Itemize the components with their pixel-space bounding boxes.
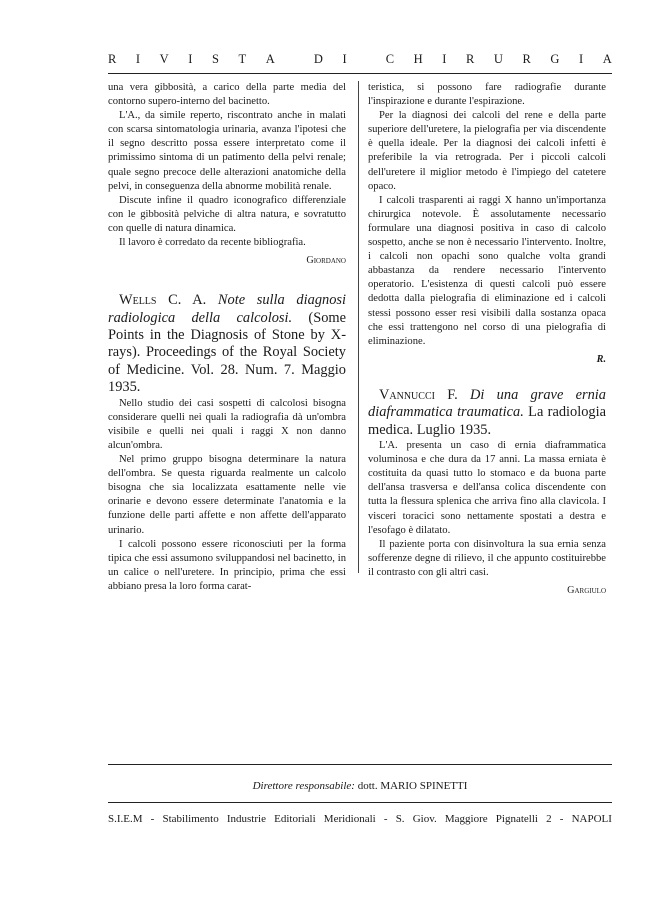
body-paragraph: L'A., da simile reperto, riscontrato anche in malati con scarsa sintomatologia urinaria, avanza l'ipotesi che il segno descritto possa essere interpretato come il primissimo sintoma di un patimento della pelvi renale; quale segno precoce delle alterazioni anatomiche della pelvi, in conseguenza della abnorme mobilità renale. xyxy=(108,110,346,192)
body-paragraph: L'A. presenta un caso di ernia diaframmatica voluminosa e che dura da 17 anni. La massa erniata è costituita da quasi tutto lo stomaco e da buona parte dell'ansa trasversa e dell'ansa colica discendente con tutta la flessura splenica che arriva fino alla clavicola. I visceri toracici sono nettamente spostati a destra e l'esofago è dilatato. xyxy=(368,440,606,536)
reviewer-signature: R. xyxy=(596,353,606,365)
title-letter: I xyxy=(135,52,141,66)
title-letter: R xyxy=(465,52,475,66)
footer-divider-top xyxy=(108,764,612,765)
body-paragraph: Discute infine il quadro iconografico differenziale con le gibbosità pelviche di altra natura, e sovratutto con quelle di natura dinamica. xyxy=(108,194,346,234)
reviewer-signature: Gargiulo xyxy=(567,585,606,597)
body-paragraph: Per la diagnosi dei calcoli del rene e della parte superiore dell'uretere, la pielografia per via discendente è quella ideale. Per la diagnosi dei calcoli infetti è preferibile la via retrograda. Per i piccoli calcoli dell'uretere il miglior metodo è l'impiego del catetere opaco. xyxy=(368,110,606,192)
left-column xyxy=(108,81,346,594)
title-letter: U xyxy=(493,52,503,66)
imprint-word: S.I.E.M xyxy=(108,813,143,825)
review-entry-heading xyxy=(368,387,606,439)
imprint-word: S. xyxy=(395,813,405,825)
title-letter: I xyxy=(442,52,447,66)
column-divider xyxy=(358,81,359,573)
director-line xyxy=(108,780,612,792)
entry-title: Di una grave ernia diaframmatica traumatica. xyxy=(368,386,606,421)
body-paragraph: I calcoli trasparenti ai raggi X hanno un'importanza chirurgica notevole. È assolutamente necessario formulare una diagnosi positiva in caso di calcolo sospetto, anche se non è necessario l'intervento. Inoltre, i calcoli non opachi sono qualche volta grandi abbastanza da rendere necessario l'intervento operatorio. L'esistenza di questi calcoli può essere dedotta dalla pielografia di eliminazione ed i calcoli stessi possono esser resi visibili dalla sostanza opaca che essi trattengono nel corso di una pielografia di eliminazione. xyxy=(368,194,606,347)
imprint-word: 2 xyxy=(546,813,552,825)
title-letter: D xyxy=(313,52,323,66)
title-letter: I xyxy=(188,52,193,66)
imprint-word: - xyxy=(559,813,564,825)
body-paragraph: Il paziente porta con disinvoltura la sua ernia senza sofferenze degne di rilievo, il che appunto costituirebbe il contrasto con gli altri casi. xyxy=(368,538,606,578)
right-column xyxy=(368,81,606,598)
title-letter: T xyxy=(238,52,247,66)
imprint-word: - xyxy=(383,813,388,825)
imprint-word: - xyxy=(150,813,155,825)
entry-author: Vannucci F. xyxy=(379,386,458,403)
imprint-word: Editoriali xyxy=(274,813,316,825)
title-letter: R xyxy=(108,52,117,66)
printer-imprint xyxy=(108,813,612,825)
imprint-word: Giov. xyxy=(412,813,437,825)
body-paragraph: Nello studio dei casi sospetti di calcolosi bisogna considerare quelli nei quali la radiografia dà un'ombra visibile e quelli nei quali i raggi X non danno alcun'ombra. xyxy=(108,397,346,451)
title-letter: I xyxy=(578,52,584,66)
title-letter: A xyxy=(265,52,275,66)
director-label: Direttore responsabile: xyxy=(252,780,355,792)
entry-author: Wells C. A. xyxy=(119,292,207,309)
footer-divider-bottom xyxy=(108,802,612,803)
title-letter: I xyxy=(342,52,347,66)
entry-citation: (Some Points in the Diagnosis of Stone by X-rays). Proceedings of the Royal Society of Medicine. Vol. 28. Num. 7. Maggio 1935. xyxy=(108,309,346,396)
body-paragraph: I calcoli possono essere riconosciuti per la forma tipica che essi assumono sviluppandosi nel bacinetto, in un calice o nell'uretere. In principio, prima che essi abbiano presa la loro forma carat- xyxy=(108,538,346,592)
body-paragraph: Il lavoro è corredato da recente bibliografia. xyxy=(119,237,306,249)
title-letter: V xyxy=(159,52,169,66)
title-letter: C xyxy=(385,52,395,66)
title-letter: H xyxy=(413,52,423,66)
reviewer-signature: Giordano xyxy=(306,255,346,267)
imprint-word: Pignatelli xyxy=(495,813,538,825)
imprint-word: Maggiore xyxy=(444,813,488,825)
imprint-word: Meridionali xyxy=(323,813,376,825)
title-letter: S xyxy=(211,52,219,66)
title-letter: R xyxy=(522,52,531,66)
continued-paragraph: teristica, si possono fare radiografie durante l'inspirazione e durante l'espirazione. xyxy=(368,82,606,108)
review-entry-heading xyxy=(108,292,346,396)
imprint-word: Industrie xyxy=(226,813,266,825)
entry-title: Note sulla diagnosi radiologica della calcolosi. xyxy=(108,292,346,326)
imprint-word: NAPOLI xyxy=(571,813,612,825)
entry-citation: La radiologia medica. Luglio 1935. xyxy=(368,404,606,438)
imprint-word: Stabilimento xyxy=(162,813,219,825)
director-name: dott. MARIO SPINETTI xyxy=(357,780,468,792)
journal-running-title xyxy=(108,52,612,67)
title-letter: A xyxy=(602,52,612,66)
body-paragraph: Nel primo gruppo bisogna determinare la natura dell'ombra. Se questa riguarda realmente un calcolo bisogna che sia localizzata esattamente nelle vie orinarie e devono essere determinate l'anatomia e la funzione delle parti affette e non affette dell'apparato urinario. xyxy=(108,454,346,536)
header-divider xyxy=(108,73,612,74)
title-letter: G xyxy=(550,52,560,66)
continued-paragraph: una vera gibbosità, a carico della parte media del contorno supero-interno del bacinetto. xyxy=(108,82,346,108)
